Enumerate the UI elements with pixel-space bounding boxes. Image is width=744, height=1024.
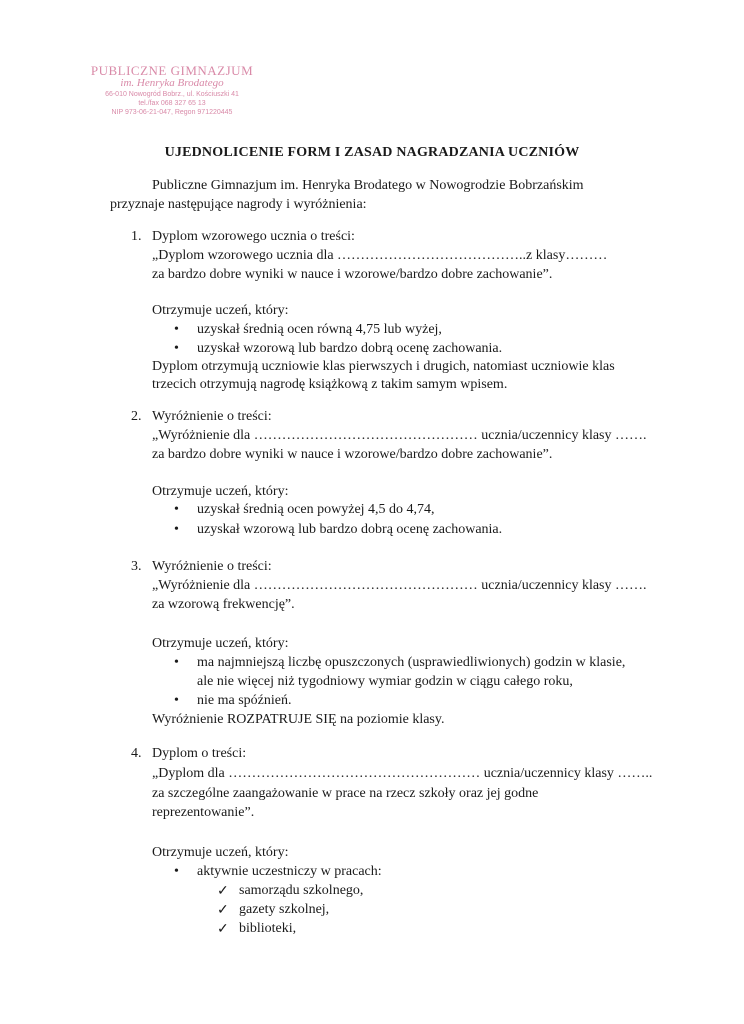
section-4-check-1: samorządu szkolnego, bbox=[239, 883, 364, 898]
section-4-quote-line-2: za szczególne zaangażowanie w prace na rzecz szkoły oraz jej godne bbox=[152, 786, 539, 801]
section-4-number: 4. bbox=[131, 746, 142, 761]
stamp-line-2: im. Henryka Brodatego bbox=[120, 77, 224, 89]
stamp-line-3: 66-010 Nowogród Bobrz., ul. Kościuszki 41 bbox=[105, 91, 239, 98]
document-title: UJEDNOLICENIE FORM I ZASAD NAGRADZANIA UCZNIÓW bbox=[164, 145, 580, 160]
checkmark-icon: ✓ bbox=[217, 884, 229, 899]
section-1-bullet-2: uzyskał wzorową lub bardzo dobrą ocenę zachowania. bbox=[197, 341, 503, 356]
section-1-bullet-1: uzyskał średnią ocen równą 4,75 lub wyżej, bbox=[197, 322, 442, 337]
section-1-heading: Dyplom wzorowego ucznia o treści: bbox=[152, 229, 355, 244]
bullet-icon: • bbox=[174, 322, 179, 337]
section-1-quote-line-2: za bardzo dobre wyniki w nauce i wzorowe/bardzo dobre zachowanie”. bbox=[152, 267, 553, 282]
section-4-quote-line-3: reprezentowanie”. bbox=[152, 805, 255, 820]
section-1-note-line-1: Dyplom otrzymują uczniowie klas pierwszych i drugich, natomiast uczniowie klas bbox=[152, 359, 615, 374]
stamp-line-4: tel./fax 068 327 65 13 bbox=[138, 100, 206, 107]
section-3-quote-line-1: „Wyróżnienie dla ………………………………………… ucznia/uczennicy klasy ……. bbox=[152, 578, 647, 593]
section-3-receives: Otrzymuje uczeń, który: bbox=[152, 636, 289, 651]
section-1-quote-line-1: „Dyplom wzorowego ucznia dla …………………………………..z klasy……… bbox=[152, 248, 608, 263]
section-2-bullet-1: uzyskał średnią ocen powyżej 4,5 do 4,74, bbox=[197, 502, 435, 517]
section-1-number: 1. bbox=[131, 229, 142, 244]
section-4-check-3: biblioteki, bbox=[239, 921, 297, 936]
section-4-heading: Dyplom o treści: bbox=[152, 746, 247, 761]
section-2-heading: Wyróżnienie o treści: bbox=[152, 409, 272, 424]
section-4-check-2: gazety szkolnej, bbox=[239, 902, 330, 917]
bullet-icon: • bbox=[174, 655, 179, 670]
checkmark-icon: ✓ bbox=[217, 903, 229, 918]
section-1-note-line-2: trzecich otrzymują nagrodę książkową z takim samym wpisem. bbox=[152, 377, 508, 392]
checkmark-icon: ✓ bbox=[217, 922, 229, 937]
section-3-heading: Wyróżnienie o treści: bbox=[152, 559, 272, 574]
school-stamp bbox=[72, 64, 272, 116]
section-3-bullet-1: ma najmniejszą liczbę opuszczonych (usprawiedliwionych) godzin w klasie, bbox=[197, 655, 626, 670]
stamp-line-1: PUBLICZNE GIMNAZJUM bbox=[90, 63, 254, 78]
section-2-number: 2. bbox=[131, 409, 142, 424]
section-3-note: Wyróżnienie ROZPATRUJE SIĘ na poziomie klasy. bbox=[152, 712, 445, 727]
bullet-icon: • bbox=[174, 341, 179, 356]
section-3-number: 3. bbox=[131, 559, 142, 574]
bullet-icon: • bbox=[174, 864, 179, 879]
section-4-quote-line-1: „Dyplom dla ……………………………………………… ucznia/uczennicy klasy …….. bbox=[152, 766, 653, 781]
section-2-quote-line-2: za bardzo dobre wyniki w nauce i wzorowe/bardzo dobre zachowanie”. bbox=[152, 447, 553, 462]
stamp-line-5: NIP 973-06-21-047, Regon 971220445 bbox=[111, 109, 233, 116]
section-3-bullet-1-continued: ale nie więcej niż tygodniowy wymiar godzin w ciągu całego roku, bbox=[197, 674, 573, 689]
section-2-receives: Otrzymuje uczeń, który: bbox=[152, 484, 289, 499]
bullet-icon: • bbox=[174, 693, 179, 708]
section-3-bullet-2: nie ma spóźnień. bbox=[197, 693, 292, 708]
bullet-icon: • bbox=[174, 502, 179, 517]
intro-line-1: Publiczne Gimnazjum im. Henryka Brodatego w Nowogrodzie Bobrzańskim bbox=[152, 178, 584, 193]
section-4-receives: Otrzymuje uczeń, który: bbox=[152, 845, 289, 860]
section-1-receives: Otrzymuje uczeń, który: bbox=[152, 303, 289, 318]
section-2-bullet-2: uzyskał wzorową lub bardzo dobrą ocenę zachowania. bbox=[197, 522, 503, 537]
section-4-bullet-1: aktywnie uczestniczy w pracach: bbox=[197, 864, 382, 879]
section-2-quote-line-1: „Wyróżnienie dla ………………………………………… ucznia/uczennicy klasy ……. bbox=[152, 428, 647, 443]
intro-line-2: przyznaje następujące nagrody i wyróżnienia: bbox=[110, 197, 367, 212]
section-3-quote-line-2: za wzorową frekwencję”. bbox=[152, 597, 295, 612]
bullet-icon: • bbox=[174, 522, 179, 537]
